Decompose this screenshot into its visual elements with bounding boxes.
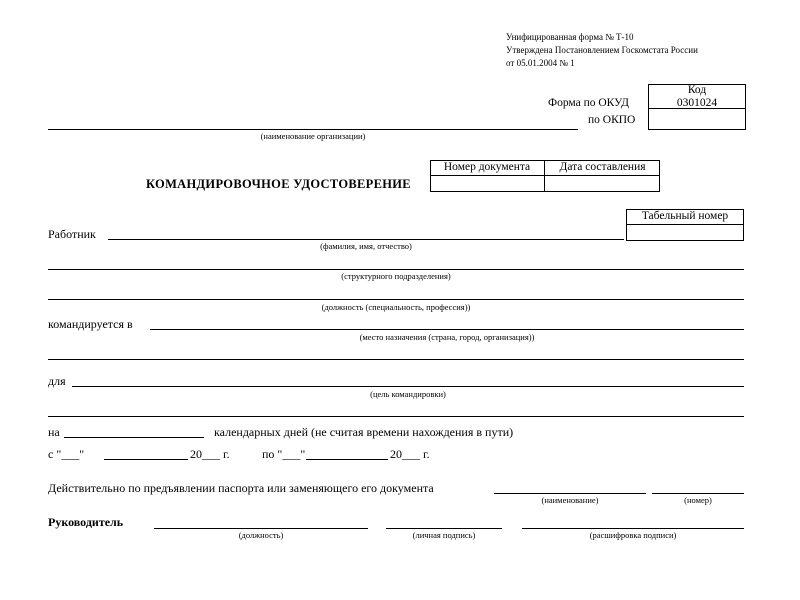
worker-name-line[interactable] — [108, 239, 624, 240]
head-signature-decode-caption: (расшифровка подписи) — [589, 530, 677, 540]
days-on-label: на — [48, 425, 60, 439]
date-to-year: 20___ г. — [390, 447, 430, 461]
department-line[interactable] — [48, 269, 744, 270]
head-signature-line[interactable] — [386, 528, 502, 529]
okud-label: Форма по ОКУД — [548, 97, 629, 109]
date-to-label: по "___" — [262, 447, 306, 461]
head-position-caption: (должность) — [238, 530, 284, 540]
doc-table-divider — [430, 175, 660, 176]
head-position-line[interactable] — [154, 528, 368, 529]
id-document-number-caption: (номер) — [684, 495, 712, 505]
destination-caption: (место назначения (страна, город, организация)) — [359, 332, 535, 342]
approval-date-line: от 05.01.2004 № 1 — [506, 58, 575, 68]
sent-to-label: командируется в — [48, 317, 133, 331]
position-caption: (должность (специальность, профессия)) — [321, 302, 471, 312]
days-description: календарных дней (не считая времени нахождения в пути) — [214, 425, 514, 439]
id-document-name-line[interactable] — [494, 493, 646, 494]
destination-line[interactable] — [150, 329, 744, 330]
tabel-number-header: Табельный номер — [641, 210, 729, 222]
position-line[interactable] — [48, 299, 744, 300]
date-from-label: с "___" — [48, 447, 85, 461]
approved-line: Утверждена Постановлением Госкомстата России — [506, 45, 698, 55]
date-from-year: 20___ г. — [190, 447, 230, 461]
form-number-line: Унифицированная форма № Т-10 — [506, 32, 634, 42]
okpo-label: по ОКПО — [588, 114, 636, 126]
worker-label: Работник — [48, 227, 96, 241]
date-to-month-line[interactable] — [306, 459, 388, 460]
document-title: КОМАНДИРОВОЧНОЕ УДОСТОВЕРЕНИЕ — [146, 177, 411, 191]
head-signature-caption: (личная подпись) — [412, 530, 476, 540]
id-document-name-caption: (наименование) — [541, 495, 599, 505]
head-label: Руководитель — [48, 515, 124, 529]
id-document-number-line[interactable] — [652, 493, 744, 494]
organization-line[interactable] — [48, 129, 578, 130]
okud-code: 0301024 — [676, 97, 718, 109]
kod-header: Код — [687, 84, 707, 96]
purpose-caption: (цель командировки) — [370, 389, 446, 399]
worker-name-caption: (фамилия, имя, отчество) — [320, 241, 412, 251]
doc-date-header: Дата составления — [559, 161, 646, 173]
doc-number-header: Номер документа — [443, 161, 531, 173]
destination-line-2[interactable] — [48, 359, 744, 360]
purpose-line-2[interactable] — [48, 416, 744, 417]
head-signature-decode-line[interactable] — [522, 528, 744, 529]
purpose-label: для — [48, 374, 66, 388]
department-caption: (структурного подразделения) — [341, 271, 451, 281]
date-from-month-line[interactable] — [104, 459, 188, 460]
organization-caption: (наименование организации) — [260, 131, 366, 141]
purpose-line[interactable] — [72, 386, 744, 387]
days-count-line[interactable] — [64, 437, 204, 438]
validity-text: Действительно по предъявлении паспорта или заменяющего его документа — [48, 481, 434, 495]
tabel-divider — [626, 224, 744, 225]
